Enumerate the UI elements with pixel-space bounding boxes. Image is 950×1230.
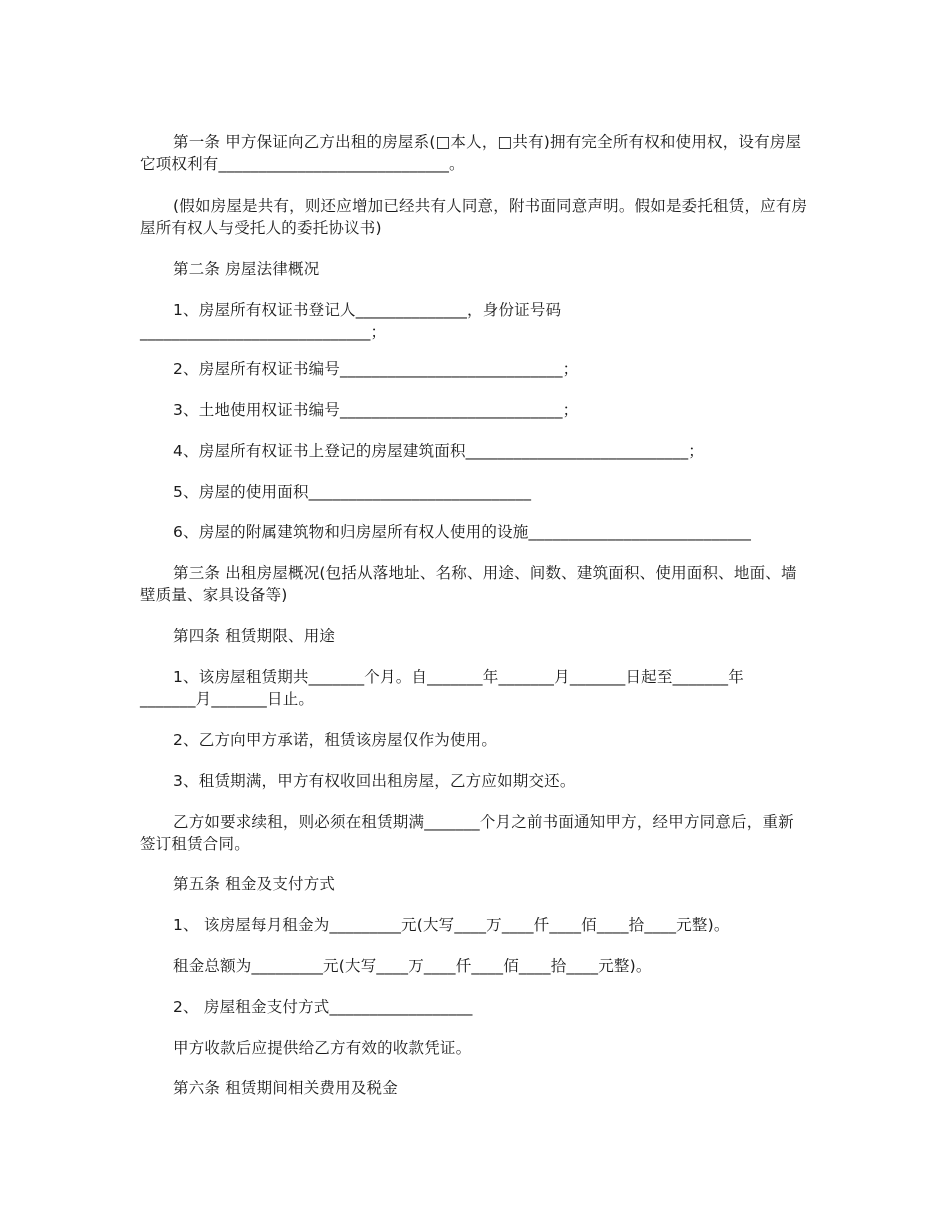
clause-2-1: 1、房屋所有权证书登记人______________，身份证号码 [173, 301, 562, 319]
clause-5-2: 2、 房屋租金支付方式__________________ [173, 998, 473, 1016]
clause-2-2: 2、房屋所有权证书编号____________________________； [173, 360, 579, 378]
clause-4-1-continued: _______月_______日止。 [140, 690, 315, 708]
clause-2-6: 6、房屋的附属建筑物和归房屋所有权人使用的设施____________________________ [173, 523, 752, 541]
clause-4-2: 2、乙方向甲方承诺，租赁该房屋仅作为使用。 [173, 731, 498, 749]
clause-4-1: 1、该房屋租赁期共_______个月。自_______年_______月_______日起至_______年 [173, 668, 744, 686]
co-ownership-note: (假如房屋是共有，则还应增加已经共有人同意，附书面同意声明。假如是委托租赁，应有房屋所有权人与受托人的委托协议书) [140, 197, 808, 237]
clause-2-5: 5、房屋的使用面积____________________________ [173, 483, 532, 501]
clause-4-3: 3、租赁期满，甲方有权收回出租房屋，乙方应如期交还。 [173, 772, 576, 790]
clause-2-4: 4、房屋所有权证书上登记的房屋建筑面积____________________________； [173, 442, 704, 460]
clause-2-3: 3、土地使用权证书编号____________________________； [173, 401, 579, 419]
article-6-title: 第六条 租赁期间相关费用及税金 [173, 1079, 398, 1097]
article-1-text: 第一条 甲方保证向乙方出租的房屋系(□本人，□共有)拥有完全所有权和使用权，设有房屋它项权利有_____________________________。 [140, 133, 802, 173]
article-2-title: 第二条 房屋法律概况 [173, 260, 320, 278]
receipt-text: 甲方收款后应提供给乙方有效的收款凭证。 [173, 1039, 472, 1057]
article-3-text: 第三条 出租房屋概况(包括从落地址、名称、用途、间数、建筑面积、使用面积、地面、墙壁质量、家具设备等) [140, 564, 797, 604]
renewal-text: 乙方如要求续租，则必须在租赁期满_______个月之前书面通知甲方，经甲方同意后，重新签订租赁合同。 [140, 813, 794, 853]
clause-2-1-continued: _____________________________； [140, 323, 387, 341]
clause-5-1: 1、 该房屋每月租金为_________元(大写____万____仟____佰____拾____元整)。 [173, 916, 730, 934]
article-4-title: 第四条 租赁期限、用途 [173, 627, 336, 645]
total-rent-text: 租金总额为_________元(大写____万____仟____佰____拾____元整)。 [173, 957, 652, 975]
article-5-title: 第五条 租金及支付方式 [173, 875, 336, 893]
